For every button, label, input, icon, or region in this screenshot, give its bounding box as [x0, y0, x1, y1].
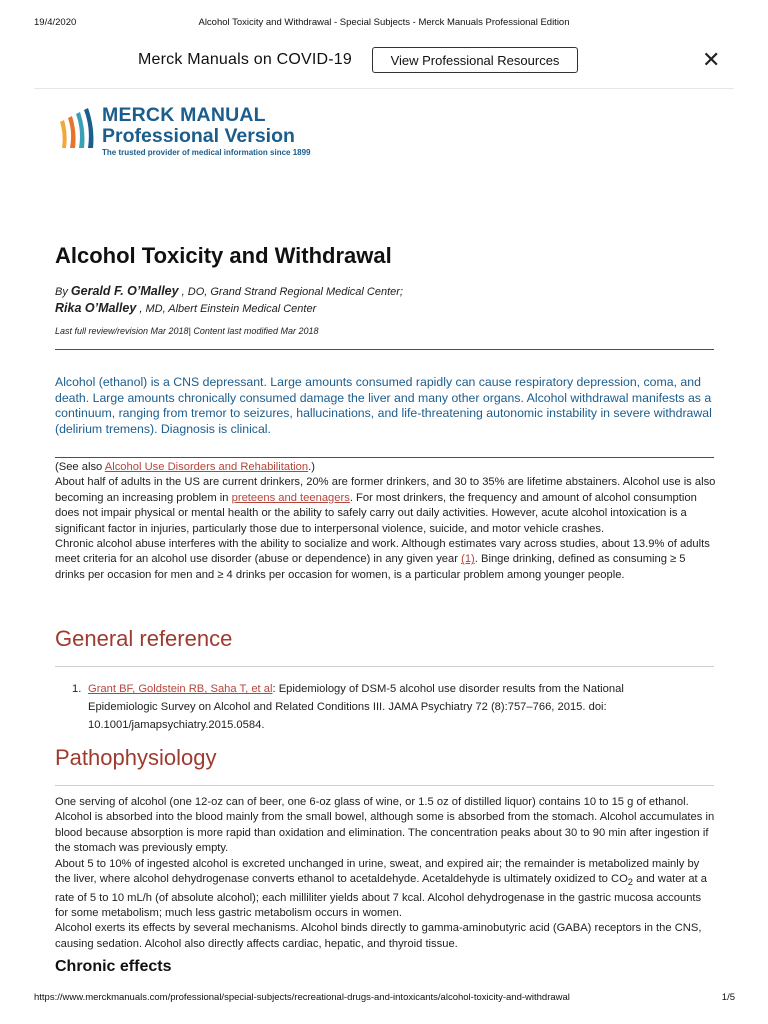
author-line-2: [55, 300, 403, 317]
page-title: Alcohol Toxicity and Withdrawal: [55, 243, 392, 268]
reference-1-link[interactable]: (1): [461, 553, 475, 566]
by-label: By: [55, 286, 71, 298]
see-also-prefix: (See also: [55, 461, 105, 473]
intro-section: [55, 460, 717, 583]
pathophysiology-paragraph-2: [55, 857, 717, 922]
header-divider: [55, 349, 714, 350]
covid-banner-text: Merck Manuals on COVID-19: [138, 51, 352, 68]
covid-banner: [34, 46, 734, 89]
reference-authors-link[interactable]: Grant BF, Goldstein RB, Saha T, et al: [88, 683, 273, 695]
print-date: 19/4/2020: [34, 17, 77, 28]
intro-paragraph-1-a: About half of adults in the US are current drinkers, 20% are former drinkers, and 30 to 35% are lifetime abstainers. Alcohol use is also becoming an increasing problem in: [55, 476, 716, 504]
pathophysiology-paragraph-2-b: and water at a rate of 5 to 10 mL/h (of absolute alcohol); each milliliter yields about 7 kcal. Alcohol dehydrogenase in the gastric mucosa accounts for some metabolism; much less gastric metabolism occurs in women.: [55, 873, 707, 920]
view-professional-resources-button[interactable]: View Professional Resources: [372, 47, 578, 73]
pathophysiology-paragraph-3: Alcohol exerts its effects by several mechanisms. Alcohol binds directly to gamma-aminobutyric acid (GABA) receptors in the CNS, causing sedation. Alcohol also directly affects cardiac, hepatic, and thyroid tissue.: [55, 922, 702, 950]
author-line-1: [55, 283, 403, 300]
topic-summary: Alcohol (ethanol) is a CNS depressant. Large amounts consumed rapidly can cause respiratory depression, coma, and death. Large amounts chronically consumed damage the liver and many other organs. Alcohol withdrawal manifests as a continuum, ranging from tremor to seizures, hallucinations, and life-threatening autonomic instability in severe withdrawal (delirium tremens). Diagnosis is clinical.: [55, 375, 712, 437]
author-block: [55, 283, 403, 317]
general-reference-heading: General reference: [55, 626, 233, 651]
reference-item: [88, 680, 672, 734]
author-1-affiliation: , DO, Grand Strand Regional Medical Center;: [178, 286, 403, 298]
reference-citation: : Epidemiology of DSM-5 alcohol use disorder results from the National Epidemiologic Survey on Alcohol and Related Conditions III. JAMA Psychiatry 72 (8):757–766, 2015. doi: 10.1001/jamapsychiatry.2015.0584.: [88, 683, 624, 731]
general-reference-divider: [55, 666, 714, 667]
author-2-name[interactable]: Rika O’Malley: [55, 301, 137, 315]
intro-paragraph-2-b: . Binge drinking, defined as consuming ≥ 5 drinks per occasion for men and ≥ 4 drinks per occasion for women, is a particular problem among younger people.: [55, 553, 686, 581]
intro-paragraph-1-b: . For most drinkers, the frequency and amount of alcohol consumption does not impair physical or mental health or the ability to safely carry out daily activities. However, acute alcohol intoxication is a significant factor in injuries, particularly those due to interpersonal violence, suicide, and motor vehicle crashes.: [55, 491, 697, 535]
page-number: 1/5: [721, 992, 735, 1003]
pathophysiology-divider: [55, 785, 714, 786]
logo-subtitle: Professional Version: [102, 125, 295, 147]
pathophysiology-paragraph-2-a: About 5 to 10% of ingested alcohol is excreted unchanged in urine, sweat, and expired air; the remainder is metabolized mainly by the liver, where alcohol dehydrogenase converts ethanol to acetaldehyde. Acetaldehyde is ultimately oxidized to CO: [55, 857, 700, 886]
pathophysiology-section: [55, 795, 717, 952]
summary-divider: [55, 457, 714, 458]
see-also-suffix: .): [308, 461, 315, 473]
logo-title: MERCK MANUAL: [102, 104, 266, 126]
close-icon[interactable]: ✕: [702, 47, 721, 72]
logo-tagline: The trusted provider of medical information since 1899: [102, 148, 311, 157]
intro-paragraph-2-a: Chronic alcohol abuse interferes with the ability to socialize and work. Although estimates vary across studies, about 13.9% of adults meet criteria for an alcohol use disorder (abuse or dependence) in any given year: [55, 538, 710, 566]
see-also-line: [55, 460, 717, 475]
review-date: Last full review/revision Mar 2018| Content last modified Mar 2018: [55, 326, 319, 336]
intro-paragraph-1: [55, 475, 717, 537]
author-1-name[interactable]: Gerald F. O’Malley: [70, 284, 179, 298]
print-url: https://www.merckmanuals.com/professional/special-subjects/recreational-drugs-and-intoxicants/alcohol-toxicity-and-withdrawal: [34, 992, 570, 1003]
print-title: Alcohol Toxicity and Withdrawal - Special Subjects - Merck Manuals Professional Edition: [198, 17, 570, 28]
pathophysiology-paragraph-1: One serving of alcohol (one 12-oz can of beer, one 6-oz glass of wine, or 1.5 oz of distilled liquor) contains 10 to 15 g of ethanol. Alcohol is absorbed into the blood mainly from the small bowel, although some is absorbed from the stomach. Alcohol accumulates in blood because absorption is more rapid than oxidation and elimination. The concentration peaks about 30 to 90 min after ingestion if the stomach was previously empty.: [55, 796, 715, 855]
preteens-link[interactable]: preteens and teenagers: [231, 491, 350, 504]
chronic-effects-heading: Chronic effects: [55, 958, 172, 975]
author-2-affiliation: , MD, Albert Einstein Medical Center: [136, 303, 317, 315]
intro-paragraph-2: [55, 537, 717, 583]
co2-subscript: 2: [627, 877, 633, 888]
merck-logo-icon: [58, 108, 94, 150]
pathophysiology-heading: Pathophysiology: [55, 745, 217, 770]
see-also-link[interactable]: Alcohol Use Disorders and Rehabilitation: [104, 461, 309, 473]
reference-number: 1.: [72, 683, 82, 695]
